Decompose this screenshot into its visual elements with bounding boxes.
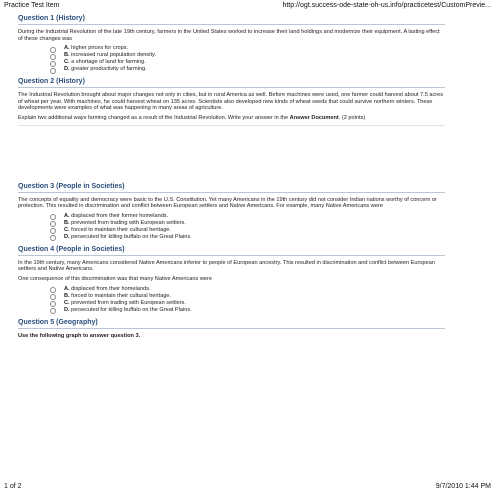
option-d[interactable]: D. persecuted for killing buffalo on the Great Plains.	[18, 307, 445, 314]
question-text: The concepts of equality and democracy were basic to the U.S. Constitution. Yet many Americans in the 19th century did not consider Indian nations worthy of concern or protection. This resulted in discrimination and conflict between European settlers and Native Americans. For example, many Native Americans were	[18, 196, 437, 210]
print-header	[4, 1, 491, 11]
option-d[interactable]: D. greater productivity of farming.	[18, 66, 445, 73]
question-header: Question 2 (History)	[18, 77, 445, 88]
answer-document-label: Answer Document	[289, 114, 339, 121]
option-a[interactable]: A. higher prices for crops.	[18, 45, 445, 52]
page-title: Practice Test Item	[4, 2, 60, 9]
option-c[interactable]: C. a shortage of land for farming.	[18, 59, 445, 66]
answer-area[interactable]	[18, 125, 445, 178]
question-header: Question 4 (People in Societies)	[18, 245, 445, 256]
option-b[interactable]: B. increased rural population density.	[18, 52, 445, 59]
print-footer	[4, 482, 491, 492]
question-header: Question 3 (People in Societies)	[18, 182, 445, 193]
option-b[interactable]: B. prevented from trading with European settlers.	[18, 220, 445, 227]
question-5	[18, 318, 445, 339]
question-1	[18, 14, 445, 73]
radio-button[interactable]	[50, 68, 56, 74]
option-d[interactable]: D. persecuted for killing buffalo on the Great Plains.	[18, 234, 445, 241]
question-header: Question 5 (Geography)	[18, 318, 445, 329]
question-text: In the 19th century, many Americans considered Native Americans inferior to people of European ancestry. This resulted in discrimination and conflict between European settlers and Native Americans.	[18, 259, 435, 273]
question-stem: One consequence of this discrimination was that many Native Americans were	[18, 275, 213, 282]
page-number: 1 of 2	[4, 483, 22, 490]
question-2	[18, 77, 445, 177]
option-b[interactable]: B. forced to maintain their cultural heritage.	[18, 293, 445, 300]
test-content	[18, 14, 445, 343]
radio-button[interactable]	[50, 235, 56, 241]
question-text: During the Industrial Revolution of the late 19th century, farmers in the United States worked to increase their land holdings and modernize their equipment. A lasting effect of these changes was	[18, 29, 440, 42]
question-header: Question 1 (History)	[18, 14, 445, 25]
answer-options	[18, 213, 445, 241]
question-instruction: Use the following graph to answer question 3.	[18, 332, 141, 339]
question-4	[18, 245, 445, 314]
question-prompt: Explain two additional ways farming changed as a result of the Industrial Revolution. Write your answer in the Answer Document. (2 points)	[18, 114, 366, 121]
question-text: The Industrial Revolution brought about major changes not only in cities, but in rural America as well. Before machines were used, one farmer could harvest about 7.5 acres of wheat per year. With machines, he could harvest wheat on 135 acres. Scientists also developed new kinds of wheat seeds that could survive northern winters. These developments were examples of what was happening in many areas of agriculture.	[18, 92, 444, 112]
option-c[interactable]: C. prevented from trading with European settlers.	[18, 300, 445, 307]
print-datetime: 9/7/2010 1:44 PM	[435, 483, 491, 490]
answer-options	[18, 45, 445, 73]
radio-button[interactable]	[50, 308, 56, 314]
option-a[interactable]: A. displaced from their homelands.	[18, 286, 445, 293]
option-a[interactable]: A. displaced from their former homelands.	[18, 213, 445, 220]
page-url: http://ogt.success-ode-state-oh-us.info/practicetest/CustomPrevie...	[282, 2, 491, 9]
option-c[interactable]: C. forced to maintain their cultural heritage.	[18, 227, 445, 234]
answer-options	[18, 286, 445, 314]
question-3	[18, 182, 445, 241]
